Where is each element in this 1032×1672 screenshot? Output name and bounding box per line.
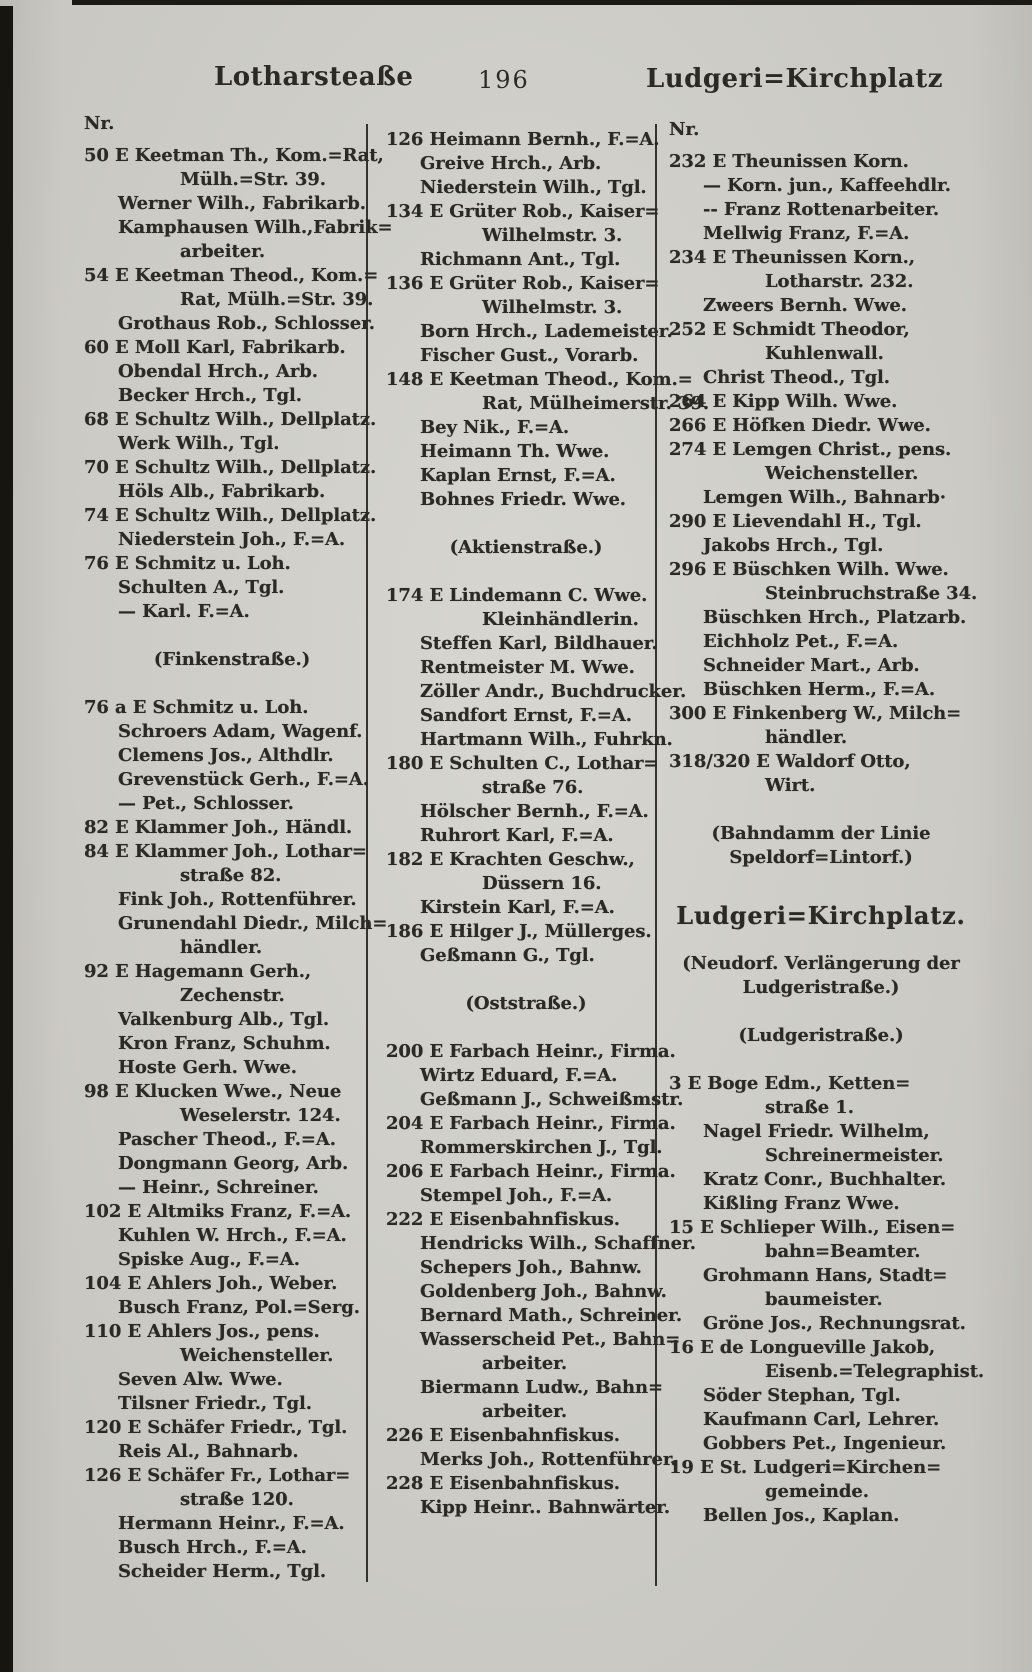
directory-line: 266 E Höfken Diedr. Wwe. [669, 415, 931, 436]
directory-line: Tilsner Friedr., Tgl. [118, 1393, 312, 1414]
directory-line: Seven Alw. Wwe. [118, 1369, 283, 1390]
directory-line: Mülh.=Str. 39. [180, 169, 326, 190]
directory-line: Rat, Mülh.=Str. 39. [180, 289, 374, 310]
directory-line: Düssern 16. [482, 873, 602, 894]
directory-line: Lemgen Wilh., Bahnarb· [703, 487, 946, 508]
directory-line: Schroers Adam, Wagenf. [118, 721, 363, 742]
directory-line: straße 82. [180, 865, 282, 886]
directory-line: Büschken Hrch., Platzarb. [703, 607, 967, 628]
directory-column-1 [84, 112, 393, 1584]
directory-line: — Karl. F.=A. [118, 601, 250, 622]
directory-line: 126 Heimann Bernh., F.=A. [386, 129, 660, 150]
directory-line: Schreinermeister. [765, 1145, 944, 1166]
directory-line: 104 E Ahlers Joh., Weber. [84, 1273, 338, 1294]
directory-line: Valkenburg Alb., Tgl. [118, 1009, 330, 1030]
directory-line: Geßmann J., Schweißmstr. [420, 1089, 684, 1110]
directory-line: 186 E Hilger J., Müllerges. [386, 921, 652, 942]
directory-line: 19 E St. Ludgeri=Kirchen= [669, 1457, 942, 1478]
directory-line: Greive Hrch., Arb. [420, 153, 602, 174]
directory-line: straße 76. [482, 777, 584, 798]
directory-line: Steinbruchstraße 34. [765, 583, 978, 604]
directory-line: Kron Franz, Schuhm. [118, 1033, 331, 1054]
column-label-nr: Nr. [84, 113, 115, 134]
street-subheading: (Neudorf. Verlängerung der [682, 953, 960, 974]
directory-line: — Heinr., Schreiner. [118, 1177, 319, 1198]
directory-line: Nagel Friedr. Wilhelm, [703, 1121, 930, 1142]
directory-line: 110 E Ahlers Jos., pens. [84, 1321, 320, 1342]
street-subheading: (Oststraße.) [465, 993, 587, 1014]
directory-line: 264 E Kipp Wilh. Wwe. [669, 391, 898, 412]
directory-line: Schepers Joh., Bahnw. [420, 1257, 642, 1278]
directory-line: Sandfort Ernst, F.=A. [420, 705, 632, 726]
directory-line: Gröne Jos., Rechnungsrat. [703, 1313, 966, 1334]
directory-line: Wasserscheid Pet., Bahn= [420, 1329, 681, 1350]
directory-line: Grohmann Hans, Stadt= [703, 1265, 948, 1286]
directory-line: arbeiter. [180, 241, 265, 262]
directory-line: Schulten A., Tgl. [118, 577, 285, 598]
directory-line: Born Hrch., Lademeister. [420, 321, 673, 342]
directory-line: gemeinde. [765, 1481, 869, 1502]
directory-line: — Pet., Schlosser. [118, 793, 294, 814]
directory-line: Wirtz Eduard, F.=A. [420, 1065, 618, 1086]
directory-line: Biermann Ludw., Bahn= [420, 1377, 663, 1398]
directory-line: -- Franz Rottenarbeiter. [703, 199, 940, 220]
directory-line: händler. [180, 937, 263, 958]
directory-line: Hölscher Bernh., F.=A. [420, 801, 649, 822]
directory-line: 180 E Schulten C., Lothar= [386, 753, 659, 774]
directory-line: Scheider Herm., Tgl. [118, 1561, 326, 1582]
directory-line: Werk Wilh., Tgl. [118, 433, 280, 454]
directory-line: Schneider Mart., Arb. [703, 655, 920, 676]
directory-line: 226 E Eisenbahnfiskus. [386, 1425, 620, 1446]
directory-line: 136 E Grüter Rob., Kaiser= [386, 273, 660, 294]
directory-line: Grothaus Rob., Schlosser. [118, 313, 375, 334]
directory-line: Bey Nik., F.=A. [420, 417, 570, 438]
directory-line: Weichensteller. [180, 1345, 334, 1366]
directory-line: baumeister. [765, 1289, 883, 1310]
directory-line: 274 E Lemgen Christ., pens. [669, 439, 952, 460]
directory-line: 76 a E Schmitz u. Loh. [84, 697, 309, 718]
directory-line: Büschken Herm., F.=A. [703, 679, 935, 700]
directory-line: 148 E Keetman Theod., Kom.= [386, 369, 693, 390]
directory-column-2 [386, 128, 710, 1520]
directory-line: Stempel Joh., F.=A. [420, 1185, 613, 1206]
directory-line: Mellwig Franz, F.=A. [703, 223, 910, 244]
directory-line: Fischer Gust., Vorarb. [420, 345, 639, 366]
directory-line: 222 E Eisenbahnfiskus. [386, 1209, 620, 1230]
directory-line: Zechenstr. [180, 985, 285, 1006]
directory-line: Kuhlen W. Hrch., F.=A. [118, 1225, 347, 1246]
directory-line: arbeiter. [482, 1401, 567, 1422]
directory-line: Steffen Karl, Bildhauer. [420, 633, 658, 654]
directory-line: bahn=Beamter. [765, 1241, 921, 1262]
directory-line: 228 E Eisenbahnfiskus. [386, 1473, 620, 1494]
directory-line: 120 E Schäfer Friedr., Tgl. [84, 1417, 348, 1438]
directory-line: 290 E Lievendahl H., Tgl. [669, 511, 922, 532]
directory-line: Dongmann Georg, Arb. [118, 1153, 349, 1174]
directory-column-3 [669, 118, 985, 1528]
directory-line: straße 1. [765, 1097, 854, 1118]
directory-line: Jakobs Hrch., Tgl. [703, 535, 884, 556]
directory-line: Hermann Heinr., F.=A. [118, 1513, 345, 1534]
directory-line: Hartmann Wilh., Fuhrkn. [420, 729, 673, 750]
directory-line: Kamphausen Wilh.,Fabrik= [118, 217, 393, 238]
directory-line: 68 E Schultz Wilh., Dellplatz. [84, 409, 377, 430]
directory-line: Obendal Hrch., Arb. [118, 361, 318, 382]
directory-line: Hoste Gerh. Wwe. [118, 1057, 297, 1078]
directory-line: Bohnes Friedr. Wwe. [420, 489, 626, 510]
directory-line: 300 E Finkenberg W., Milch= [669, 703, 962, 724]
running-head-street-left: Lotharsteaße [214, 62, 414, 92]
directory-line: händler. [765, 727, 848, 748]
directory-line: 174 E Lindemann C. Wwe. [386, 585, 648, 606]
directory-line: 318/320 E Waldorf Otto, [669, 751, 911, 772]
page-number: 196 [478, 66, 530, 94]
directory-line: Werner Wilh., Fabrikarb. [118, 193, 366, 214]
directory-line: Wilhelmstr. 3. [482, 225, 623, 246]
directory-line: 102 E Altmiks Franz, F.=A. [84, 1201, 352, 1222]
directory-line: 92 E Hagemann Gerh., [84, 961, 312, 982]
directory-line: 70 E Schultz Wilh., Dellplatz. [84, 457, 377, 478]
directory-line: 76 E Schmitz u. Loh. [84, 553, 291, 574]
directory-line: Kuhlenwall. [765, 343, 884, 364]
street-subheading: (Finkenstraße.) [153, 649, 311, 670]
directory-line: 60 E Moll Karl, Fabrikarb. [84, 337, 346, 358]
directory-line: Richmann Ant., Tgl. [420, 249, 621, 270]
street-subheading: Ludgeristraße.) [742, 977, 900, 998]
directory-line: Merks Joh., Rottenführer. [420, 1449, 677, 1470]
directory-line: Kratz Conr., Buchhalter. [703, 1169, 947, 1190]
directory-line: Christ Theod., Tgl. [703, 367, 890, 388]
directory-line: Heimann Th. Wwe. [420, 441, 610, 462]
directory-line: 234 E Theunissen Korn., [669, 247, 915, 268]
directory-line: 3 E Boge Edm., Ketten= [669, 1073, 911, 1094]
directory-line: Goldenberg Joh., Bahnw. [420, 1281, 667, 1302]
directory-line: 15 E Schlieper Wilh., Eisen= [669, 1217, 956, 1238]
street-subheading: Speldorf=Lintorf.) [729, 847, 913, 868]
directory-line: 252 E Schmidt Theodor, [669, 319, 910, 340]
directory-line: Niederstein Wilh., Tgl. [420, 177, 647, 198]
directory-line: 98 E Klucken Wwe., Neue [84, 1081, 342, 1102]
directory-line: Grunendahl Diedr., Milch= [118, 913, 388, 934]
directory-line: 126 E Schäfer Fr., Lothar= [84, 1465, 351, 1486]
directory-line: 206 E Farbach Heinr., Firma. [386, 1161, 676, 1182]
column-label-nr: Nr. [669, 119, 700, 140]
section-title: Ludgeri=Kirchplatz. [676, 901, 966, 930]
directory-line: Kleinhändlerin. [482, 609, 639, 630]
directory-line: 74 E Schultz Wilh., Dellplatz. [84, 505, 377, 526]
directory-line: Clemens Jos., Althdlr. [118, 745, 334, 766]
directory-line: Weselerstr. 124. [180, 1105, 341, 1126]
directory-line: 84 E Klammer Joh., Lothar= [84, 841, 367, 862]
street-subheading: (Bahndamm der Linie [711, 823, 931, 844]
directory-line: Bernard Math., Schreiner. [420, 1305, 682, 1326]
directory-line: Rommerskirchen J., Tgl. [420, 1137, 663, 1158]
directory-line: Busch Hrch., F.=A. [118, 1537, 307, 1558]
directory-line: Becker Hrch., Tgl. [118, 385, 302, 406]
directory-line: Niederstein Joh., F.=A. [118, 529, 346, 550]
directory-line: 54 E Keetman Theod., Kom.= [84, 265, 379, 286]
directory-line: Bellen Jos., Kaplan. [703, 1505, 900, 1526]
directory-line: Söder Stephan, Tgl. [703, 1385, 901, 1406]
directory-line: Ruhrort Karl, F.=A. [420, 825, 614, 846]
directory-line: Eichholz Pet., F.=A. [703, 631, 899, 652]
directory-line: arbeiter. [482, 1353, 567, 1374]
directory-line: Kaufmann Carl, Lehrer. [703, 1409, 940, 1430]
directory-line: Wirt. [765, 775, 816, 796]
directory-line: — Korn. jun., Kaffeehdlr. [703, 175, 951, 196]
directory-line: Rat, Mülheimerstr. 39. [482, 393, 710, 414]
directory-line: 200 E Farbach Heinr., Firma. [386, 1041, 676, 1062]
directory-line: 204 E Farbach Heinr., Firma. [386, 1113, 676, 1134]
directory-line: Eisenb.=Telegraphist. [765, 1361, 985, 1382]
directory-line: 232 E Theunissen Korn. [669, 151, 909, 172]
directory-line: Reis Al., Bahnarb. [118, 1441, 299, 1462]
directory-line: Geßmann G., Tgl. [420, 945, 595, 966]
directory-line: Rentmeister M. Wwe. [420, 657, 635, 678]
directory-line: Lotharstr. 232. [765, 271, 914, 292]
directory-line: Busch Franz, Pol.=Serg. [118, 1297, 360, 1318]
street-subheading: (Ludgeristraße.) [738, 1025, 904, 1046]
scan-edge-left [0, 6, 13, 1672]
directory-line: Zöller Andr., Buchdrucker. [420, 681, 687, 702]
directory-line: 182 E Krachten Geschw., [386, 849, 635, 870]
directory-line: Fink Joh., Rottenführer. [118, 889, 357, 910]
directory-line: 50 E Keetman Th., Kom.=Rat, [84, 145, 384, 166]
directory-line: Kißling Franz Wwe. [703, 1193, 900, 1214]
directory-line: Pascher Theod., F.=A. [118, 1129, 336, 1150]
directory-line: Höls Alb., Fabrikarb. [118, 481, 326, 502]
running-head-street-right: Ludgeri=Kirchplatz [646, 64, 944, 94]
directory-line: Zweers Bernh. Wwe. [703, 295, 907, 316]
directory-line: Gobbers Pet., Ingenieur. [703, 1433, 947, 1454]
directory-line: 296 E Büschken Wilh. Wwe. [669, 559, 949, 580]
directory-line: straße 120. [180, 1489, 294, 1510]
street-subheading: (Aktienstraße.) [449, 537, 603, 558]
directory-line: 134 E Grüter Rob., Kaiser= [386, 201, 660, 222]
directory-line: Hendricks Wilh., Schaffner. [420, 1233, 696, 1254]
directory-line: Kirstein Karl, F.=A. [420, 897, 615, 918]
directory-line: Wilhelmstr. 3. [482, 297, 623, 318]
scan-edge-top [72, 0, 1032, 5]
directory-line: Kipp Heinr.. Bahnwärter. [420, 1497, 671, 1518]
directory-line: 16 E de Longueville Jakob, [669, 1337, 936, 1358]
directory-line: Weichensteller. [765, 463, 919, 484]
directory-line: Kaplan Ernst, F.=A. [420, 465, 616, 486]
directory-line: Grevenstück Gerh., F.=A. [118, 769, 369, 790]
directory-line: Spiske Aug., F.=A. [118, 1249, 300, 1270]
directory-line: 82 E Klammer Joh., Händl. [84, 817, 353, 838]
